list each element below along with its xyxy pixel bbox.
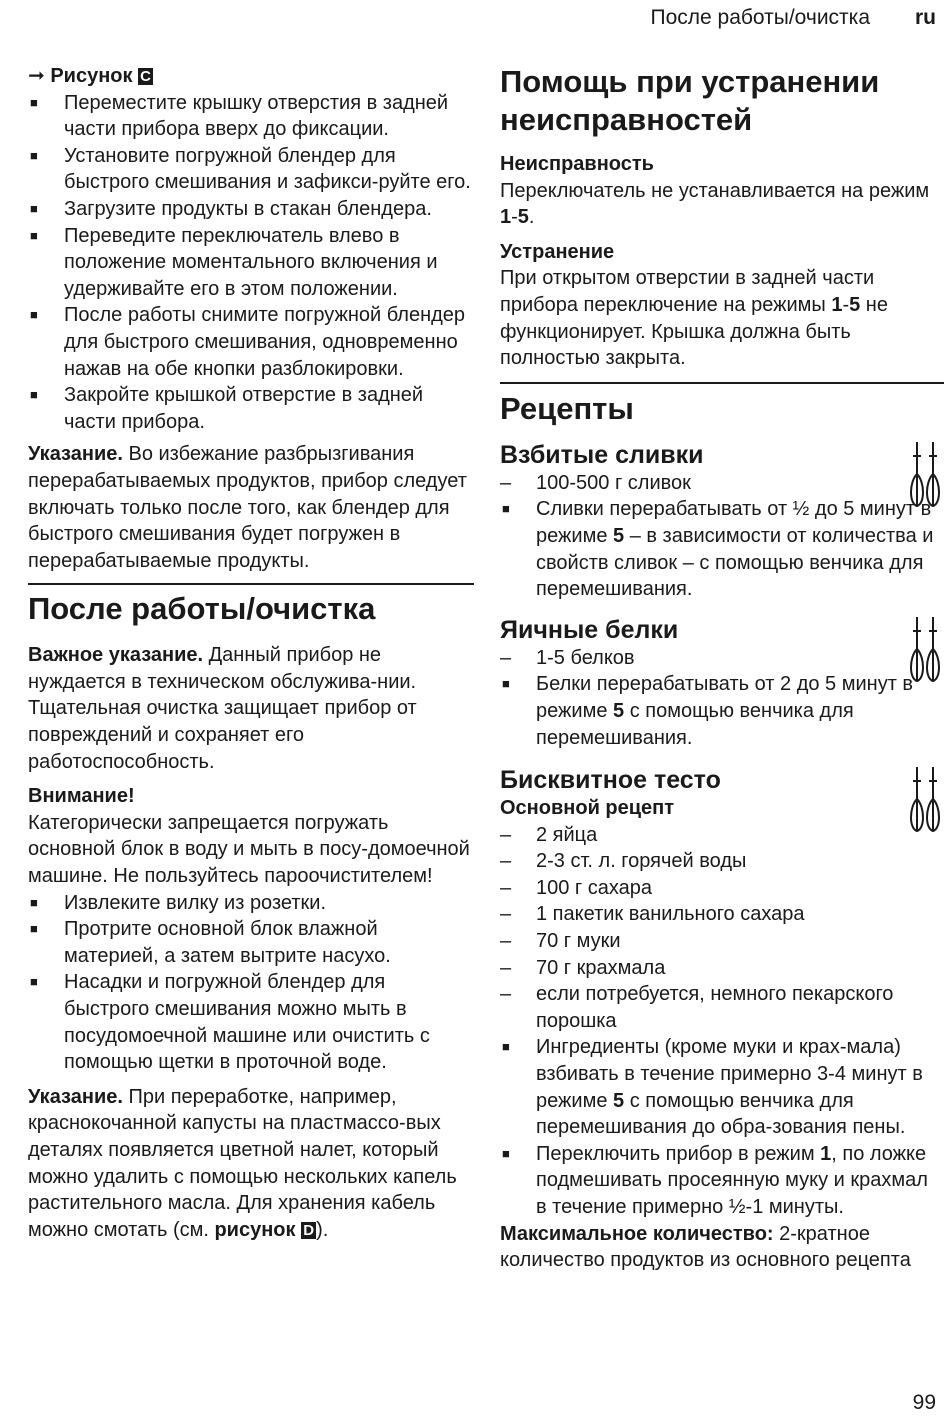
- list-item: ■ Установите погружной блендер для быстрого смешивания и зафикси-руйте его.: [30, 144, 471, 194]
- recipe-whipped-cream: [500, 440, 944, 603]
- section-title: После работы/очистка: [650, 6, 870, 29]
- figure-letter-badge: D: [301, 1222, 316, 1239]
- list-item: – 1 пакетик ванильного сахара: [500, 903, 805, 926]
- black-square-icon: ■: [30, 200, 38, 216]
- list-item: ■ Переместите крышку отверстия в задней части прибора вверх до фиксации.: [30, 91, 449, 141]
- fix-label: Устранение: [500, 240, 615, 263]
- recipe-sponge-dough: [500, 765, 944, 1274]
- black-square-icon: ■: [30, 307, 38, 323]
- important-note: Важное указание. Данный прибор не нуждается в техническом обслужива-нии. Тщательная очистка защищает прибор от повреждений и сохраняет его работоспособность.: [28, 644, 417, 773]
- left-column: [28, 63, 474, 1243]
- list-item: ■ Извлеките вилку из розетки.: [28, 890, 474, 917]
- black-square-icon: ■: [30, 974, 38, 990]
- list-item: – если потребуется, немного пекарского порошка: [500, 983, 894, 1032]
- fault-text: Переключатель не устанавливается на режим 1-5.: [500, 179, 930, 229]
- list-item: – 100-500 г сливок: [500, 471, 691, 494]
- ingredient-list: [500, 645, 944, 672]
- list-item: ■ Насадки и погружной блендер для быстрого смешивания можно мыть в посудомоечной машине или очистить с помощью щетки в проточной воде.: [30, 971, 430, 1074]
- recipe-title: Бисквитное тесто: [500, 766, 721, 795]
- list-item: – 70 г муки: [500, 930, 621, 953]
- recipe-steps: [500, 1034, 944, 1220]
- list-item: – 2 яйца: [500, 823, 598, 846]
- black-square-icon: ■: [30, 921, 38, 937]
- black-square-icon: ■: [30, 227, 38, 243]
- list-item: – 100 г сахара: [500, 876, 653, 899]
- language-code: ru: [915, 6, 936, 29]
- list-item: ■ Закройте крышкой отверстие в задней части прибора.: [30, 384, 424, 433]
- recipe-steps: [500, 671, 944, 751]
- max-quantity: Максимальное количество: 2-кратное количество продуктов из основного рецепта: [500, 1222, 911, 1272]
- ingredient-list: [500, 470, 944, 497]
- warning-label: Внимание!: [28, 785, 135, 808]
- black-square-icon: ■: [502, 1039, 510, 1055]
- cleaning-steps: [28, 890, 474, 1076]
- black-square-icon: ■: [30, 387, 38, 403]
- recipe-title: Взбитые сливки: [500, 440, 704, 469]
- warning-text: Категорически запрещается погружать основной блок в воду и мыть в посу-домоечной машине. Не пользуйтесь пароочистителем!: [28, 811, 470, 888]
- list-item: – 1-5 белков: [500, 646, 635, 669]
- ingredient-list: [500, 822, 944, 1035]
- troubleshooting-heading: Помощь при устранении неисправностей: [500, 64, 880, 137]
- note-cabbage: Указание. При переработке, например, краснокочанной капусты на пластмассо-вых деталях появляется цветной налет, который можно удалить с помощью нескольких капель растительного масла. Для хранения кабель можно смотать (см. рисунок D ).: [28, 1085, 457, 1241]
- black-square-icon: ■: [30, 147, 38, 163]
- list-item: ■ Протрите основной блок влажной материей, а затем вытрите насухо.: [30, 918, 391, 967]
- list-item: ■ Загрузите продукты в стакан блендера.: [28, 196, 474, 223]
- list-item: ■ Ингредиенты (кроме муки и крах-мала) взбивать в течение примерно 3-4 минут в режиме 5 с помощью венчика для перемешивания до обра-зования пены.: [502, 1036, 923, 1139]
- figure-reference: ➞ Рисунок C: [28, 63, 474, 90]
- recipe-steps: [500, 496, 944, 602]
- fix-text: При открытом отверстии в задней части прибора переключение на режимы 1-5 не функционирует. Крышка должна быть полностью закрыта.: [500, 267, 888, 370]
- figure-letter-badge: C: [138, 68, 153, 85]
- list-item: ■ Переключить прибор в режим 1, по ложке подмешивать просеянную муку и крахмал в течение примерно ½-1 минуты.: [502, 1142, 928, 1218]
- list-item: ■ После работы снимите погружной блендер для быстрого смешивания, одновременно нажав на обе кнопки разблокировки.: [30, 304, 466, 380]
- section-divider: [500, 382, 944, 384]
- page-header: [0, 6, 950, 34]
- page-number: 99: [912, 1391, 936, 1414]
- fault-label: Неисправность: [500, 153, 654, 175]
- list-item: ■ Переведите переключатель влево в положение моментального включения и удерживайте его в этом положении.: [30, 224, 438, 300]
- arrow-right-icon: ➞: [28, 65, 45, 87]
- recipe-egg-whites: [500, 615, 944, 751]
- list-item: – 2-3 ст. л. горячей воды: [500, 850, 747, 873]
- recipe-title: Яичные белки: [500, 615, 679, 644]
- black-square-icon: ■: [502, 676, 510, 692]
- list-item: ■ Сливки перерабатывать от ½ до 5 минут в режиме 5 – в зависимости от количества и свойств сливок – с помощью венчика для перемешивания.: [502, 498, 934, 601]
- recipes-heading: Рецепты: [500, 390, 634, 426]
- black-square-icon: ■: [30, 894, 38, 910]
- list-item: – 70 г крахмала: [500, 956, 666, 979]
- cleaning-heading: После работы/очистка: [28, 591, 376, 627]
- right-column: [500, 63, 944, 1274]
- usage-steps: [28, 90, 474, 436]
- list-item: ■ Белки перерабатывать от 2 до 5 минут в режиме 5 с помощью венчика для перемешивания.: [502, 673, 914, 749]
- black-square-icon: ■: [502, 501, 510, 517]
- black-square-icon: ■: [502, 1145, 510, 1161]
- section-divider: [28, 583, 474, 585]
- black-square-icon: ■: [30, 94, 38, 110]
- note-splash: Указание. Во избежание разбрызгивания перерабатываемых продуктов, прибор следует включать только после того, как блендер для быстрого смешивания будет погружен в перерабатываемые продукты.: [28, 443, 467, 572]
- recipe-subtitle: Основной рецепт: [500, 797, 675, 820]
